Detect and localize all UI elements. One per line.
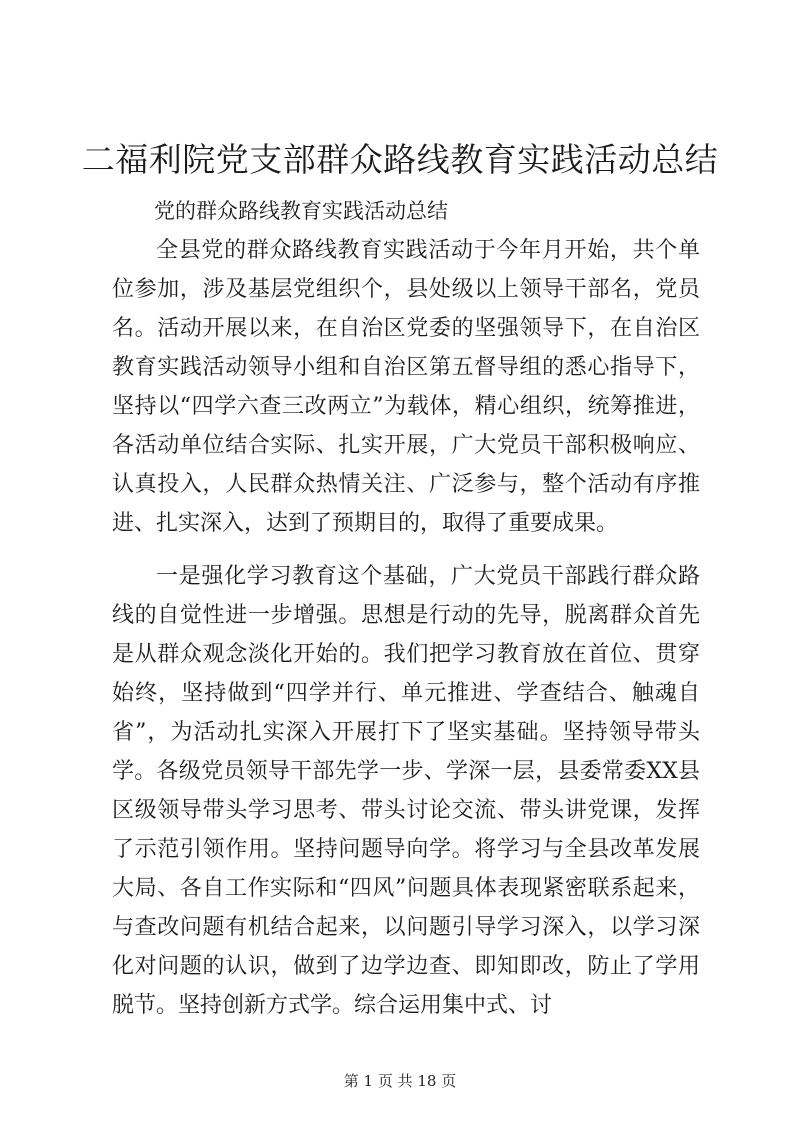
body-paragraph-1: 全县党的群众路线教育实践活动于今年月开始，共个单位参加，涉及基层党组织个，县处级以上领导干部名，党员名。活动开展以来，在自治区党委的坚强领导下，在自治区教育实践活动领导小组和自治区第五督导组的悉心指导下，坚持以“四学六查三改两立”为载体，精心组织，统筹推进，各活动单位结合实际、扎实开展，广大党员干部积极响应、认真投入，人民群众热情关注、广泛参与，整个活动有序推进、扎实深入，达到了预期目的，取得了重要成果。 <box>112 238 700 536</box>
subtitle-paragraph: 党的群众路线教育实践活动总结 <box>154 199 448 223</box>
document-body <box>112 192 700 1025</box>
page-footer: 第 1 页 共 18 页 <box>343 1072 457 1090</box>
body-paragraph-2: 一是强化学习教育这个基础，广大党员干部践行群众路线的自觉性进一步增强。思想是行动的先导，脱离群众首先是从群众观念淡化开始的。我们把学习教育放在首位、贯穿始终，坚持做到“四学并行、单元推进、学查结合、触魂自省”，为活动扎实深入开展打下了坚实基础。坚持领导带头学。各级党员领导干部先学一步、学深一层，县委常委XX县区级领导带头学习思考、带头讨论交流、带头讲党课，发挥了示范引领作用。坚持问题导向学。将学习与全县改革发展大局、各自工作实际和“四风”问题具体表现紧密联系起来，与查改问题有机结合起来，以问题引导学习深入，以学习深化对问题的认识，做到了边学边查、即知即改，防止了学用脱节。坚持创新方式学。综合运用集中式、讨 <box>112 564 700 1018</box>
document-title: 二福利院党支部群众路线教育实践活动总结 <box>81 140 719 179</box>
